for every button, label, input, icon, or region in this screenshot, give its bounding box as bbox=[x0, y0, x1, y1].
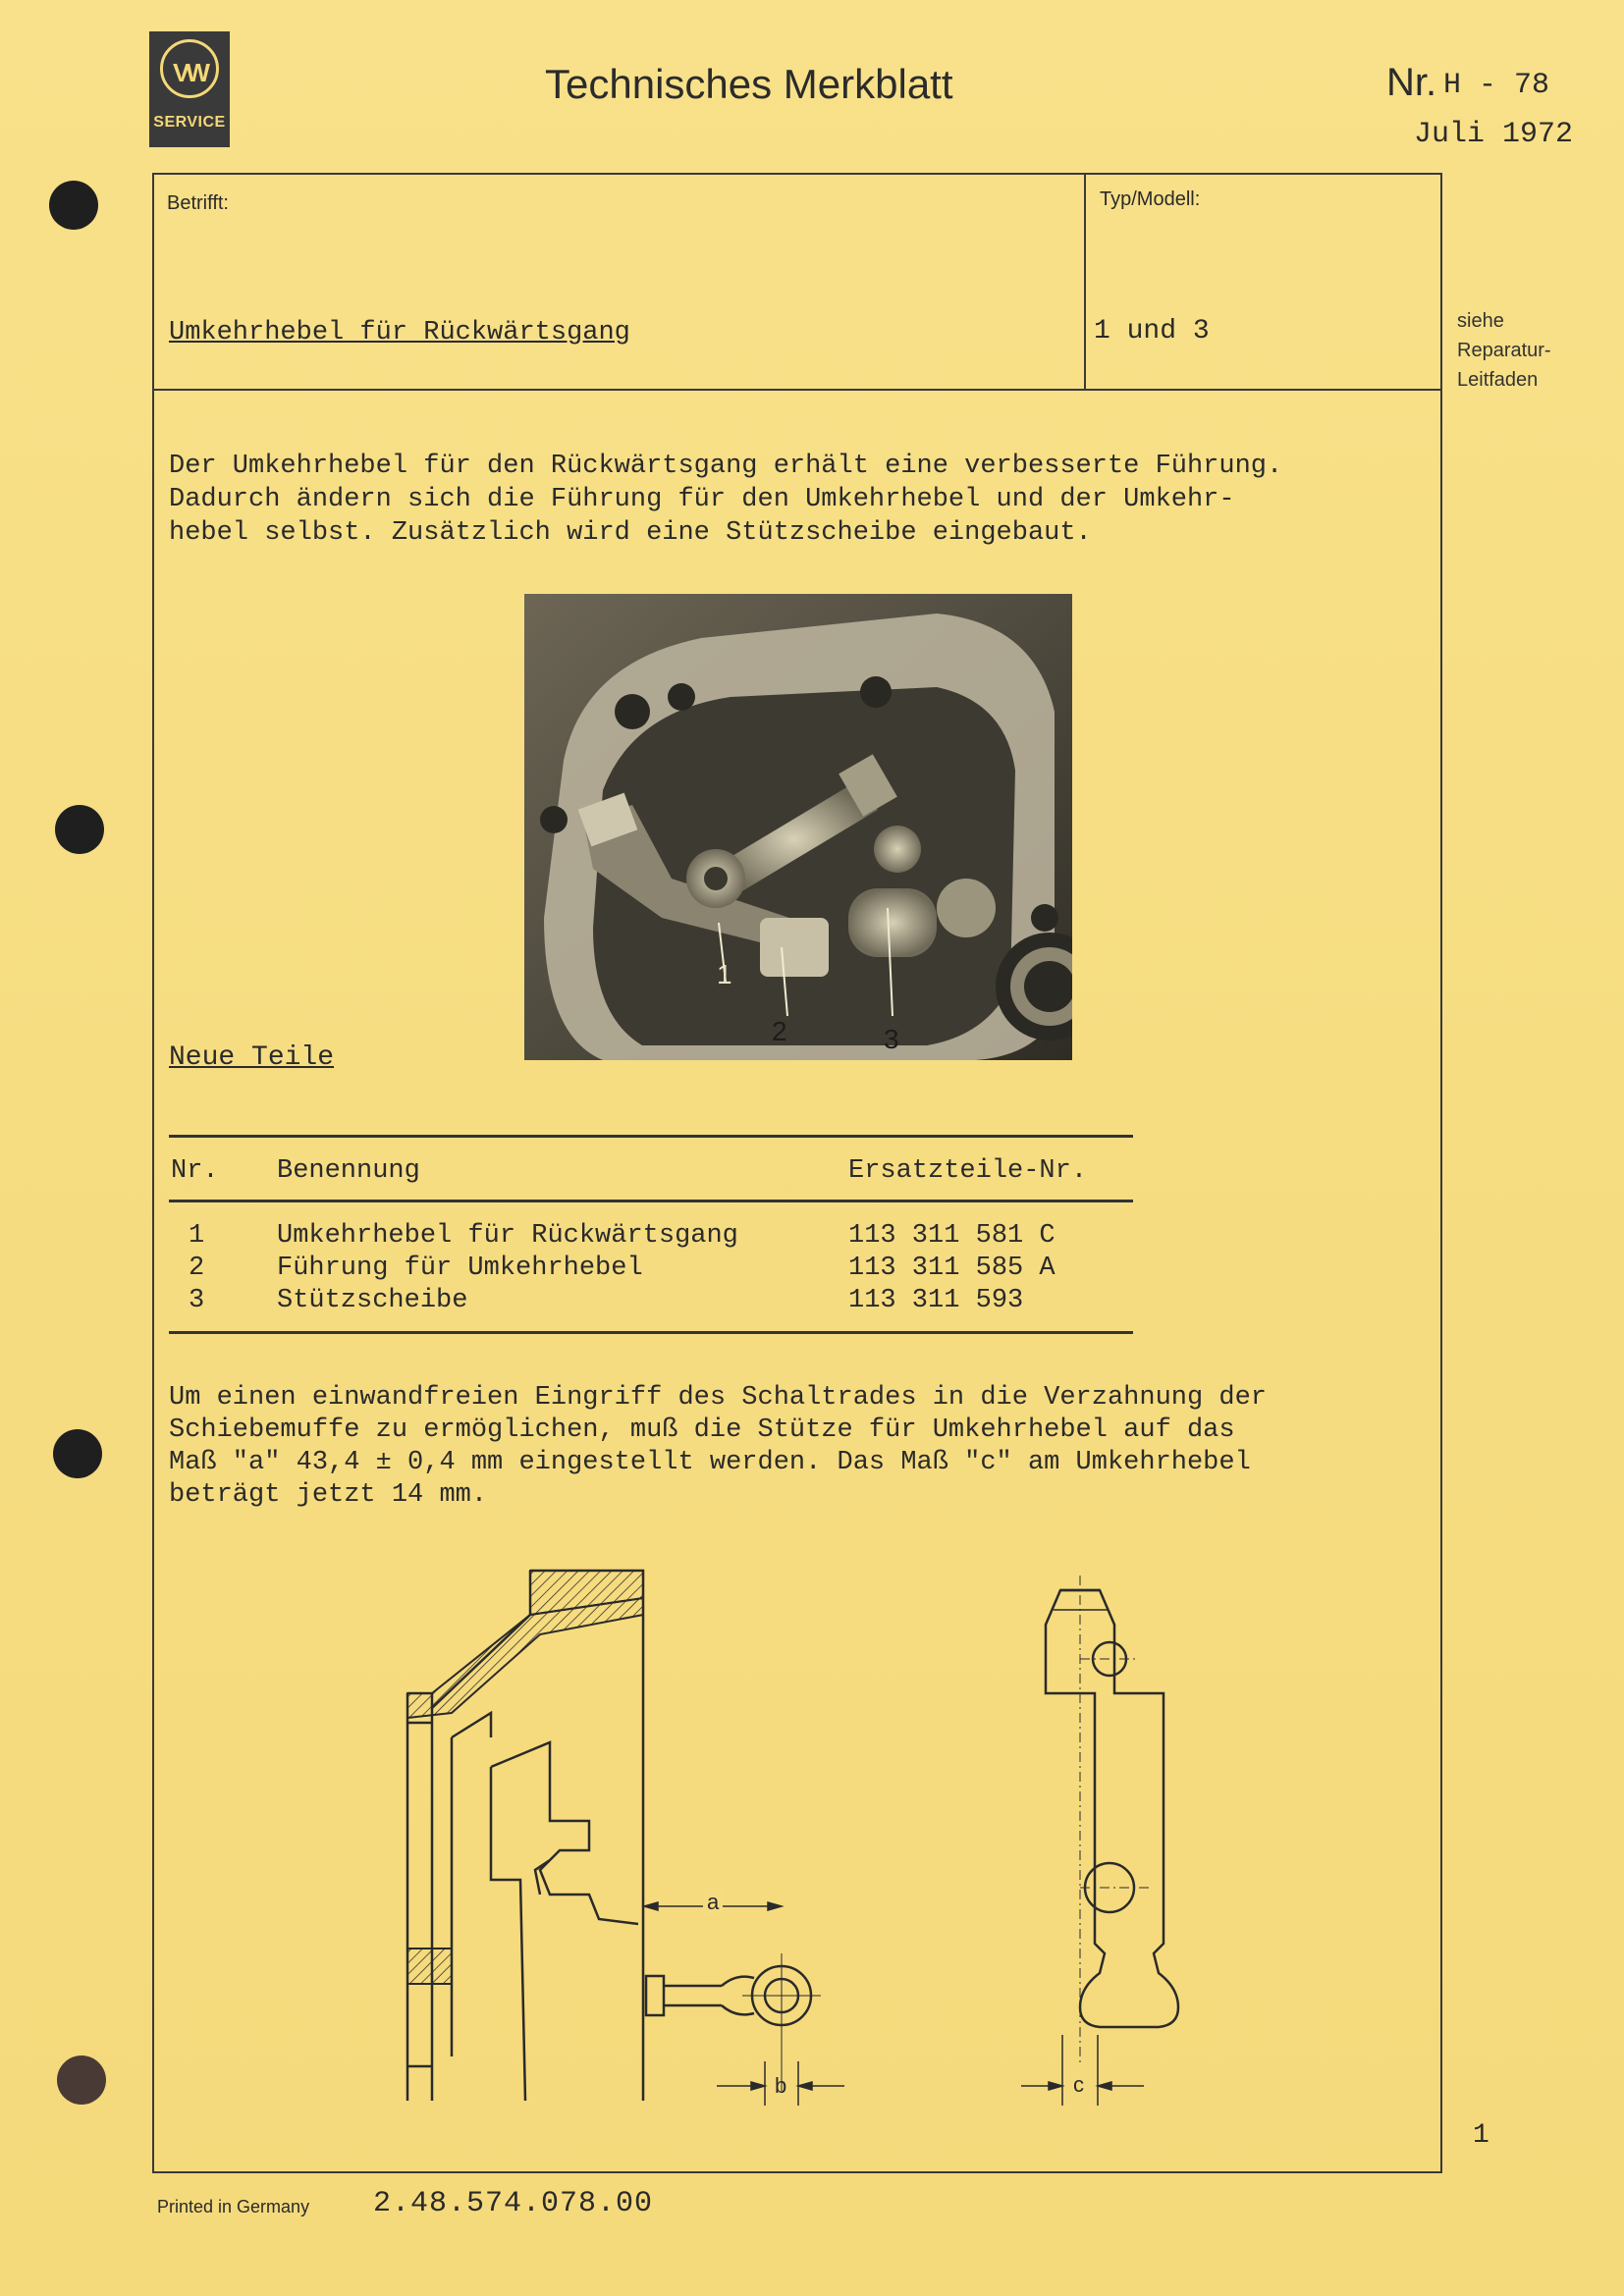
page-number: 1 bbox=[1473, 2120, 1489, 2151]
technical-drawing-svg bbox=[393, 1556, 1227, 2106]
table-cell-nr: 1 bbox=[189, 1221, 205, 1251]
table-cell-name: Stützscheibe bbox=[277, 1286, 468, 1315]
table-header-part-no: Ersatzteile-Nr. bbox=[848, 1156, 1088, 1186]
table-cell-part-no: 113 311 585 A bbox=[848, 1254, 1056, 1283]
table-header-name: Benennung bbox=[277, 1156, 420, 1186]
typ-modell-label: Typ/Modell: bbox=[1100, 188, 1201, 210]
vw-logo-circle bbox=[160, 39, 219, 98]
photo-label: 2 bbox=[772, 1016, 787, 1046]
side-note-line: siehe bbox=[1457, 310, 1504, 332]
nr-label: Nr. bbox=[1386, 61, 1437, 104]
technical-drawing bbox=[393, 1556, 1227, 2106]
gearbox-photo bbox=[524, 594, 1072, 1060]
subject-box-divider bbox=[1084, 173, 1086, 391]
photo-label: 3 bbox=[884, 1024, 899, 1054]
document-number: 2.48.574.078.00 bbox=[373, 2187, 654, 2220]
table-cell-part-no: 113 311 593 bbox=[848, 1286, 1024, 1315]
photo-label: 1 bbox=[717, 959, 732, 989]
subject-box bbox=[152, 173, 1442, 391]
table-cell-name: Umkehrhebel für Rückwärtsgang bbox=[277, 1221, 738, 1251]
vw-service-logo bbox=[149, 31, 230, 147]
table-rule bbox=[169, 1200, 1133, 1202]
intro-paragraph: Der Umkehrhebel für den Rückwärtsgang erhält eine verbesserte Führung. Dadurch ändern sich die Führung für den Umkehrhebel und der Umkehr- hebel selbst. Zusätzlich wird eine Stützscheibe eingebaut. bbox=[169, 452, 1283, 548]
gearbox-photo-image bbox=[524, 594, 1072, 1060]
typ-modell-value: 1 und 3 bbox=[1094, 316, 1210, 347]
table-rule bbox=[169, 1331, 1133, 1334]
side-note-line: Reparatur- bbox=[1457, 340, 1551, 361]
dimension-label-b: b bbox=[775, 2073, 787, 2098]
table-rule bbox=[169, 1135, 1133, 1138]
document-title: Technisches Merkblatt bbox=[545, 61, 953, 107]
document-date: Juli 1972 bbox=[1414, 118, 1574, 151]
table-cell-nr: 3 bbox=[189, 1286, 205, 1315]
adjustment-paragraph: Um einen einwandfreien Eingriff des Schaltrades in die Verzahnung der Schiebemuffe zu ermöglichen, muß die Stütze für Umkehrhebel auf das Maß "a" 43,4 ± 0,4 mm eingestellt werden. Das Maß "c" am Umkehrhebel beträgt jetzt 14 mm. bbox=[169, 1383, 1267, 1510]
table-cell-nr: 2 bbox=[189, 1254, 205, 1283]
table-cell-name: Führung für Umkehrhebel bbox=[277, 1254, 643, 1283]
neue-teile-heading: Neue Teile bbox=[169, 1042, 335, 1073]
side-note-line: Leitfaden bbox=[1457, 369, 1539, 391]
subject-text: Umkehrhebel für Rückwärtsgang bbox=[169, 318, 630, 347]
nr-value: H - 78 bbox=[1443, 69, 1550, 102]
logo-text: SERVICE bbox=[153, 114, 226, 131]
printed-in-germany: Printed in Germany bbox=[157, 2197, 310, 2216]
punch-hole bbox=[55, 805, 104, 854]
table-header-nr: Nr. bbox=[171, 1156, 219, 1186]
vw-emblem-icon: VW bbox=[173, 58, 206, 87]
punch-hole bbox=[53, 1429, 102, 1478]
dimension-label-c: c bbox=[1073, 2072, 1084, 2097]
table-cell-part-no: 113 311 581 C bbox=[848, 1221, 1056, 1251]
punch-hole bbox=[49, 181, 98, 230]
side-note bbox=[1457, 306, 1551, 395]
betrifft-label: Betrifft: bbox=[167, 192, 229, 214]
dimension-label-a: a bbox=[703, 1890, 723, 1915]
punch-hole bbox=[57, 2056, 106, 2105]
